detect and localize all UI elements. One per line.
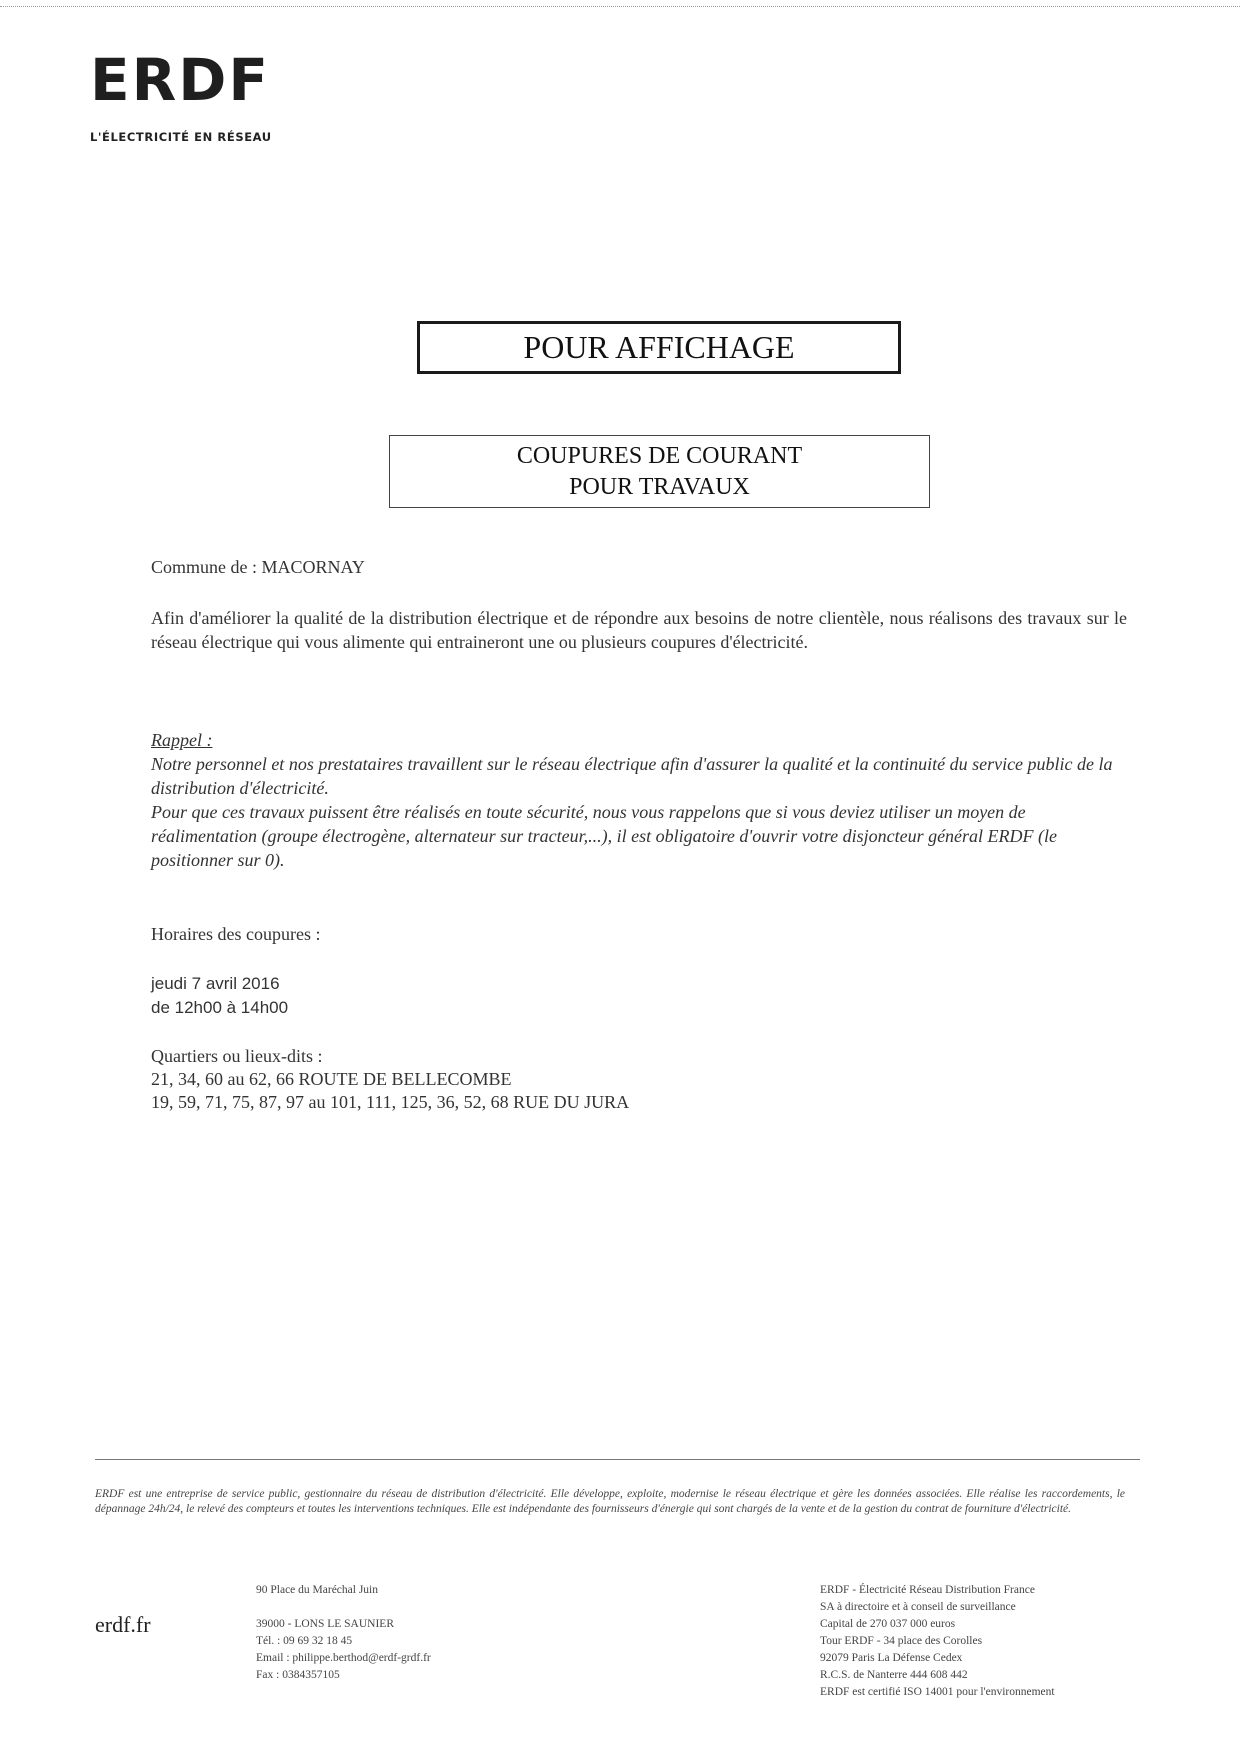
erdf-logo <box>90 46 272 144</box>
contact-email: Email : philippe.berthod@erdf-grdf.fr <box>256 1652 431 1664</box>
company-line-1: ERDF - Électricité Réseau Distribution France <box>820 1584 1035 1596</box>
company-line-2: SA à directoire et à conseil de surveillance <box>820 1601 1016 1613</box>
contact-address: 90 Place du Maréchal Juin <box>256 1584 378 1596</box>
page-top-rule <box>0 6 1240 7</box>
footer-contact-block <box>256 1582 431 1684</box>
footer-website: erdf.fr <box>95 1612 151 1637</box>
subtitle-box <box>389 435 930 508</box>
company-line-7: ERDF est certifié ISO 14001 pour l'environnement <box>820 1686 1055 1698</box>
horaires-label: Horaires des coupures : <box>151 924 321 944</box>
company-line-6: R.C.S. de Nanterre 444 608 442 <box>820 1669 968 1681</box>
commune-line: Commune de : MACORNAY <box>151 557 365 577</box>
company-line-4: Tour ERDF - 34 place des Corolles <box>820 1635 983 1647</box>
outage-time: de 12h00 à 14h00 <box>151 998 289 1017</box>
footer-description: ERDF est une entreprise de service public, gestionnaire du réseau de distribution d'électricité. Elle développe, exploite, modernise le réseau électrique et gère les données associées. Elle réalise les raccordements, le dépannage 24h/24, le relevé des compteurs et toutes les interventions techniques. Elle est indépendante des fournisseurs d'énergie qui sont chargés de la vente et de la gestion du contrat de fourniture d'électricité. <box>95 1488 1125 1515</box>
banner-box <box>417 321 901 374</box>
company-line-3: Capital de 270 037 000 euros <box>820 1618 956 1630</box>
quartiers-section <box>151 1045 1127 1114</box>
footer-divider <box>95 1459 1140 1460</box>
contact-tel: Tél. : 09 69 32 18 45 <box>256 1635 353 1647</box>
rappel-section <box>151 728 1127 872</box>
rappel-paragraph-2: Pour que ces travaux puissent être réalisés en toute sécurité, nous vous rappelons que si vous deviez utiliser un moyen de réalimentation (groupe électrogène, alternateur sur tracteur,...), il est obligatoire d'ouvrir votre disjoncteur général ERDF (le positionner sur 0). <box>151 802 1058 870</box>
company-line-5: 92079 Paris La Défense Cedex <box>820 1652 963 1664</box>
quartiers-line-2: 19, 59, 71, 75, 87, 97 au 101, 111, 125, 36, 52, 68 RUE DU JURA <box>151 1092 630 1112</box>
rappel-paragraph-1: Notre personnel et nos prestataires travaillent sur le réseau électrique afin d'assurer la qualité et la continuité du service public de la distribution d'électricité. <box>151 754 1113 798</box>
logo-mark: ERDF <box>90 46 271 114</box>
contact-fax: Fax : 0384357105 <box>256 1669 340 1681</box>
outage-schedule <box>151 972 1127 1020</box>
contact-city: 39000 - LONS LE SAUNIER <box>256 1618 394 1630</box>
intro-paragraph: Afin d'améliorer la qualité de la distribution électrique et de répondre aux besoins de notre clientèle, nous réalisons des travaux sur le réseau électrique qui vous alimente qui entraineront une ou plusieurs coupures d'électricité. <box>151 608 1127 652</box>
subtitle-line-2: POUR TRAVAUX <box>569 473 750 500</box>
banner-title: POUR AFFICHAGE <box>523 329 795 365</box>
subtitle-line-1: COUPURES DE COURANT <box>516 442 803 469</box>
quartiers-label: Quartiers ou lieux-dits : <box>151 1046 323 1066</box>
rappel-title: Rappel : <box>151 730 213 750</box>
outage-date: jeudi 7 avril 2016 <box>151 974 280 993</box>
quartiers-line-1: 21, 34, 60 au 62, 66 ROUTE DE BELLECOMBE <box>151 1069 512 1089</box>
footer-company-block <box>820 1582 1055 1701</box>
logo-tagline: L'ÉLECTRICITÉ EN RÉSEAU <box>90 130 272 144</box>
